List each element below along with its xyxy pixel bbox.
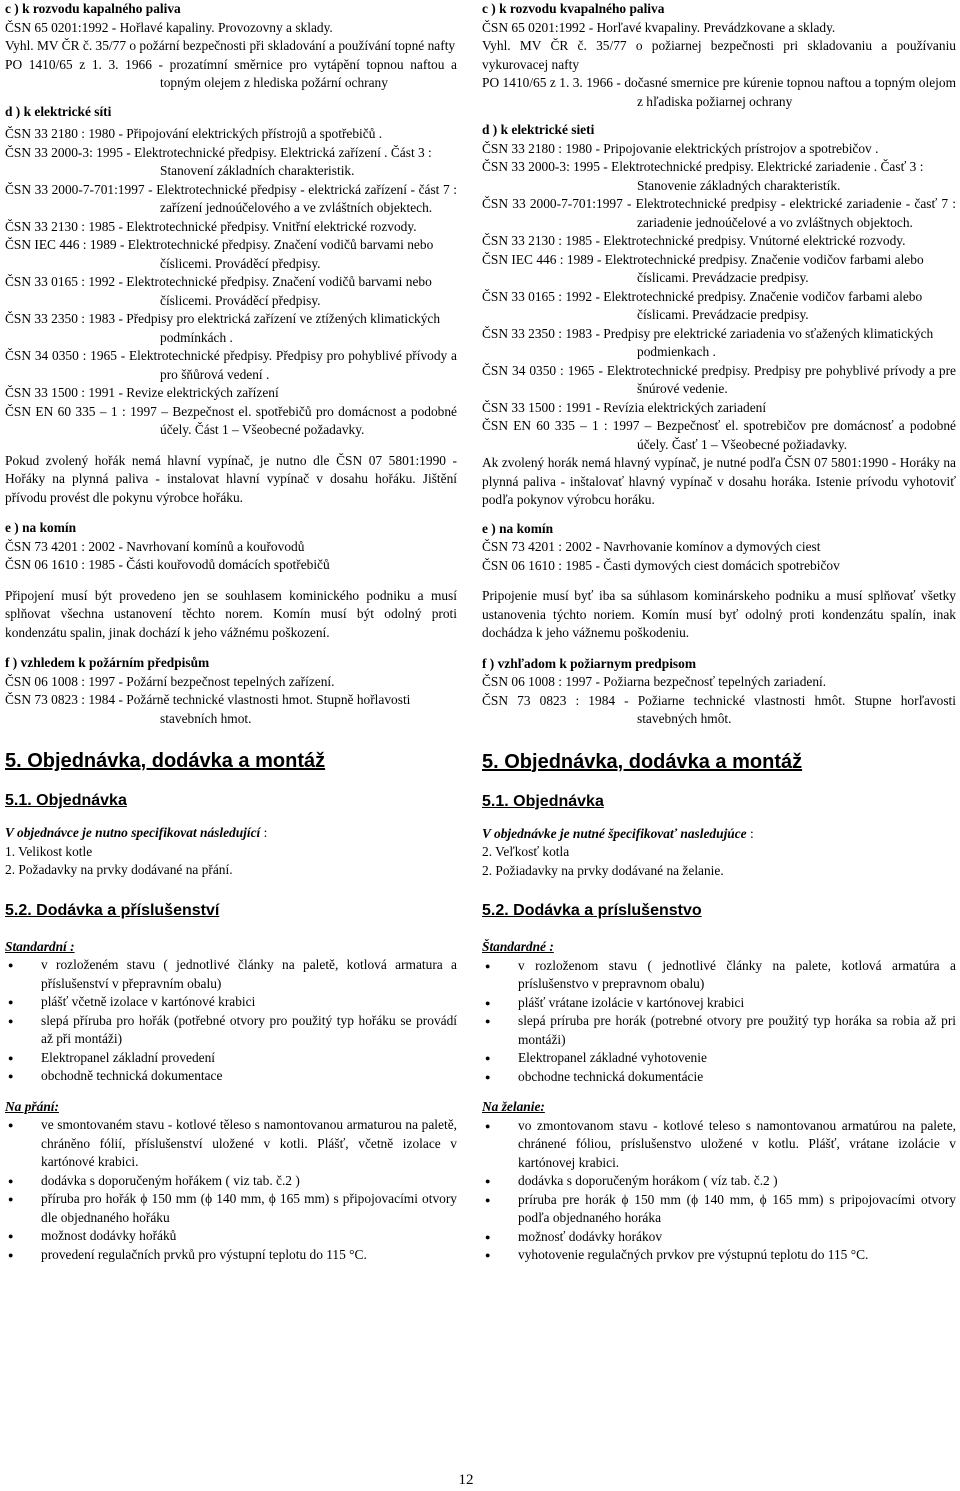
right-d-line: ČSN 33 2180 : 1980 - Pripojovanie elektrických prístrojov a spotrebičov . [482,140,879,156]
left-d-line: ČSN 33 0165 : 1992 - Elektrotechnické předpisy. Značení vodičů barvami nebo číslicemi. Prováděcí předpisy. [5,274,432,308]
right-c-heading: c ) k rozvodu kvapalného paliva [482,1,665,16]
right-e-heading: e ) na komín [482,520,554,536]
left-d-line: ČSN 33 2130 : 1985 - Elektrotechnické předpisy. Vnitřní elektrické rozvody. [5,218,417,234]
right-d-line: ČSN 33 2130 : 1985 - Elektrotechnické predpisy. Vnútorné elektrické rozvody. [482,233,906,248]
right-section5-title: 5. Objednávka, dodávka a montáž [482,750,803,773]
left-order-intro-text: V objednávce je nutno specifikovat následující [5,825,261,840]
left-d-line: ČSN 33 2180 : 1980 - Připojování elektrických přístrojů a spotřebičů . [5,126,383,141]
left-request-heading: Na přání: [5,1098,59,1114]
left-burner-paragraph: Pokud zvolený hořák nemá hlavní vypínač, je nutno dle ČSN 07 5801:1990 - Hořáky na plynná paliva - instalovat hlavní vypínač v dosahu hořáku. Jištění přívodu provést dle pokynu výrobce hořáku. [5,452,457,505]
right-e-line: ČSN 73 4201 : 2002 - Navrhovanie komínov a dymových ciest [482,539,821,554]
list-item: ● obchodne technická dokumentácie [482,1068,956,1087]
list-item: ● vo zmontovanom stavu - kotlové teleso s namontovanou armatúrou na palete, chránené fóliou, príslušenstvo uložené v kotlu. Plášť, vrátane izolácie v kartónovej krabici. [482,1117,956,1173]
left-c-line: ČSN 65 0201:1992 - Hořlavé kapaliny. Provozovny a sklady. [5,19,333,35]
right-request-heading: Na želanie: [482,1099,545,1114]
page-number: 12 [458,1472,474,1488]
left-standard-list [5,956,457,1086]
left-chimney-paragraph: Připojení musí být provedeno jen se souhlasem kominického podniku a musí splňovat všechna ustanovení těchto norem. Komín musí být odolný proti kondenzátu spalin, jinak dochází k jeho vážnému poškození. [5,587,457,640]
left-f-line: ČSN 73 0823 : 1984 - Požárně technické vlastnosti hmot. Stupně hořlavosti stavebních hmot. [5,692,411,726]
left-f-line: ČSN 06 1008 : 1997 - Požární bezpečnost tepelných zařízení. [5,673,335,689]
right-d-line: ČSN 33 2000-3: 1995 - Elektrotechnické predpisy. Elektrické zariadenie . Časť 3 : Stanovenie základných charakteristík. [482,159,924,193]
left-c-line: Vyhl. MV ČR č. 35/77 o požární bezpečnosti při skladování a používání topné nafty [5,38,456,53]
right-d-line: ČSN IEC 446 : 1989 - Elektrotechnické predpisy. Značenie vodičov farbami alebo číslicami. Prevádzacie predpisy. [482,251,924,285]
left-order-item: 2. Požadavky na prvky dodávané na přání. [5,862,233,877]
list-item: ● ve smontovaném stavu - kotlové těleso s namontovanou armaturou na paletě, chráněno fólií, příslušenství uložené v kotli. Plášť, včetně izolace v kartónové krabici. [5,1116,457,1172]
left-order-intro-colon: : [260,825,268,840]
left-e-line: ČSN 06 1610 : 1985 - Části kouřovodů domácích spotřebičů [5,557,330,572]
right-d-line: ČSN 33 1500 : 1991 - Revízia elektrických zariadení [482,399,767,415]
list-item: ● plášť včetně izolace v kartónové krabici [5,993,457,1012]
left-e-heading: e ) na komín [5,520,77,535]
right-c-line: ČSN 65 0201:1992 - Horľavé kvapaliny. Prevádzkovane a sklady. [482,19,836,35]
right-order-item: 2. Veľkosť kotla [482,844,570,859]
right-f-line: ČSN 06 1008 : 1997 - Požiarna bezpečnosť tepelných zariadení. [482,674,827,689]
left-section52-title: 5.2. Dodávka a příslušenství [5,901,220,919]
list-item: ● provedení regulačních prvků pro výstupní teplotu do 115 °C. [5,1246,457,1265]
list-item: ● obchodně technická dokumentace [5,1067,457,1086]
right-request-list [482,1117,956,1265]
left-d-line: ČSN 33 1500 : 1991 - Revize elektrických zařízení [5,385,279,400]
right-section52-title: 5.2. Dodávka a príslušenstvo [482,902,702,919]
right-c-line: PO 1410/65 z 1. 3. 1966 - dočasné smernice pre kúrenie topnou naftou a topným olejom z hľadiska požiarnej ochrany [482,75,956,109]
right-d-line: ČSN EN 60 335 – 1 : 1997 – Bezpečnosť el. spotrebičov pre domácnosť a podobné účely. Časť 1 – Všeobecné požiadavky. [482,418,956,452]
right-d-line: ČSN 34 0350 : 1965 - Elektrotechnické predpisy. Predpisy pre pohyblivé prívody a pre šnúrové vedenie. [482,362,956,396]
list-item: ● slepá příruba pro hořák (potřebné otvory pro použitý typ hořáku se provádí až při montáži) [5,1012,457,1049]
right-burner-paragraph: Ak zvolený horák nemá hlavný vypínač, je nutné podľa ČSN 07 5801:1990 - Horáky na plynná paliva - inštalovať hlavný vypínač v dosahu horáka. Istenie prívodu vyhotoviť podľa pokynov výrobcu horáku. [482,455,956,507]
right-f-line: ČSN 73 0823 : 1984 - Požiarne technické vlastnosti hmôt. Stupne horľavosti stavebných hmôt. [482,692,956,726]
list-item: ● plášť vrátane izolácie v kartónovej krabici [482,994,956,1013]
right-column-slovak [482,0,956,1265]
list-item: ● v rozloženém stavu ( jednotlivé články na paletě, kotlová armatura a příslušenství v přepravním obalu) [5,956,457,993]
left-d-heading: d ) k elektrické síti [5,103,112,119]
list-item: ● dodávka s doporučeným hořákem ( viz tab. č.2 ) [5,1172,457,1191]
right-chimney-paragraph: Pripojenie musí byť iba sa súhlasom kominárskeho podniku a musí splňovať všetky ustanovenia týchto noriem. Komín musí byť odolný proti kondenzátu spalín, inak dochádza k jeho vážnemu poškodeniu. [482,588,956,640]
left-section51-title: 5.1. Objednávka [5,792,127,809]
right-order-item: 2. Požiadavky na prvky dodávané na želanie. [482,862,724,878]
right-standard-list [482,957,956,1087]
left-request-list [5,1116,457,1264]
left-d-line: ČSN 34 0350 : 1965 - Elektrotechnické předpisy. Předpisy pro pohyblivé přívody a pro šňůrová vedení . [5,348,457,382]
list-item: ● príruba pre horák ϕ 150 mm (ϕ 140 mm, ϕ 165 mm) s pripojovacími otvory podľa objednaného horáka [482,1191,956,1228]
right-section51-title: 5.1. Objednávka [482,792,604,810]
left-column-czech [5,0,457,1264]
left-d-line: ČSN IEC 446 : 1989 - Elektrotechnické předpisy. Značení vodičů barvami nebo číslicemi. Prováděcí předpisy. [5,237,434,271]
right-standard-heading: Štandardné : [482,939,554,954]
list-item: ● vyhotovenie regulačných prvkov pre výstupnú teplotu do 115 °C. [482,1246,956,1265]
left-order-intro [5,824,457,843]
right-f-heading: f ) vzhľadom k požiarnym predpisom [482,655,696,671]
left-order-item: 1. Velikost kotle [5,843,93,859]
left-standard-heading: Standardní : [5,938,75,954]
right-order-intro-text: V objednávke je nutné špecifikovať nasledujúce [482,825,747,841]
right-order-intro-colon: : [746,825,754,841]
list-item: ● slepá príruba pre horák (potrebné otvory pre použitý typ horáka sa robia až pri montáži) [482,1012,956,1049]
right-e-line: ČSN 06 1610 : 1985 - Časti dymových ciest domácich spotrebičov [482,557,840,573]
list-item: ● možnosť dodávky horákov [482,1228,956,1247]
left-e-line: ČSN 73 4201 : 2002 - Navrhovaní komínů a kouřovodů [5,538,305,554]
left-d-line: ČSN 33 2350 : 1983 - Předpisy pro elektrická zařízení ve ztížených klimatických podmínkách . [5,311,441,345]
left-d-line: ČSN 33 2000-7-701:1997 - Elektrotechnické předpisy - elektrická zařízení - část 7 : zařízení jednoúčelového a ve zvláštních objektech. [5,181,457,215]
left-d-line: ČSN EN 60 335 – 1 : 1997 – Bezpečnost el. spotřebičů pro domácnost a podobné účely. Část 1 – Všeobecné požadavky. [5,403,457,437]
left-c-heading: c ) k rozvodu kapalného paliva [5,1,181,16]
right-d-line: ČSN 33 2000-7-701:1997 - Elektrotechnické predpisy - elektrické zariadenie - časť 7 : zariadenie jednoúčelové a vo zvláštnych objektoch. [482,196,956,230]
list-item: ● Elektropanel základní provedení [5,1049,457,1068]
left-d-line: ČSN 33 2000-3: 1995 - Elektrotechnické předpisy. Elektrická zařízení . Část 3 : Stanovení základních charakteristik. [5,144,432,178]
left-f-heading: f ) vzhledem k požárním předpisům [5,655,210,670]
left-c-line: PO 1410/65 z 1. 3. 1966 - prozatímní směrnice pro vytápění topnou naftou a topným olejem z hlediska požární ochrany [5,56,457,90]
right-d-line: ČSN 33 2350 : 1983 - Predpisy pre elektrické zariadenia vo sťažených klimatických podmienkach . [482,325,934,359]
right-d-line: ČSN 33 0165 : 1992 - Elektrotechnické predpisy. Značenie vodičov farbami alebo číslicami. Prevádzacie predpisy. [482,288,923,322]
list-item: ● příruba pro hořák ϕ 150 mm (ϕ 140 mm, ϕ 165 mm) s připojovacími otvory dle objednaného hořáku [5,1190,457,1227]
list-item: ● možnost dodávky hořáků [5,1227,457,1246]
list-item: ● dodávka s doporučeným horákom ( víz tab. č.2 ) [482,1172,956,1191]
left-section5-title: 5. Objednávka, dodávka a montáž [5,750,326,772]
right-d-heading: d ) k elektrické sieti [482,122,595,137]
right-order-intro [482,825,956,844]
list-item: ● Elektropanel základné vyhotovenie [482,1049,956,1068]
list-item: ● v rozloženom stavu ( jednotlivé články na palete, kotlová armatúra a príslušenstvo v prepravnom obalu) [482,957,956,994]
right-c-line: Vyhl. MV ČR č. 35/77 o požiarnej bezpečnosti pri skladovaniu a používaniu vykurovacej nafty [482,38,956,72]
